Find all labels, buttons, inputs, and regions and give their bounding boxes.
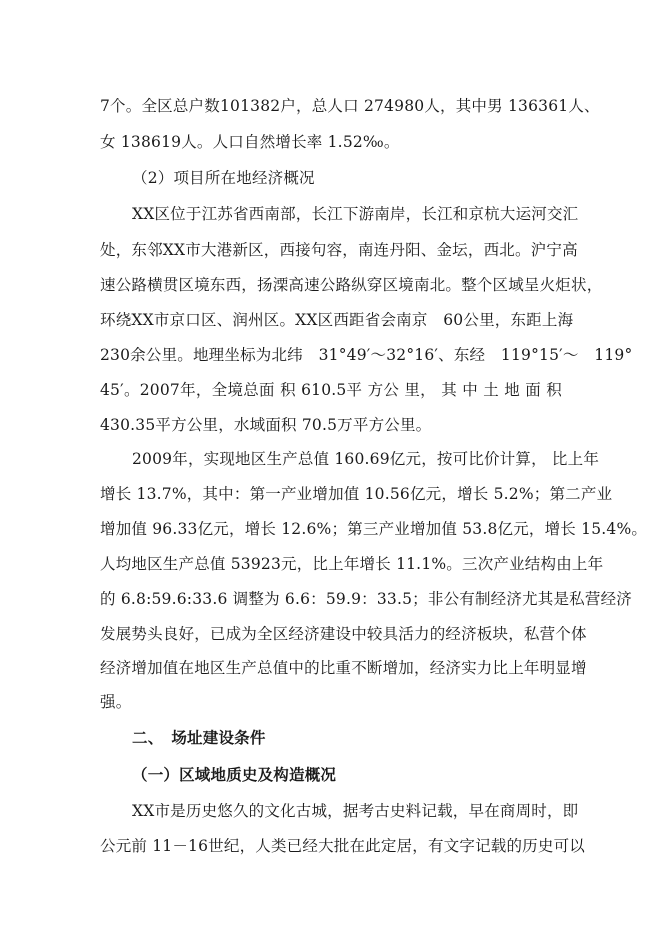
paragraph-line: 7个。全区总户数101382户，总人口 274980人，其中男 136361人、 [100, 97, 600, 115]
paragraph-line: 强。 [100, 693, 132, 711]
section-heading: 二、 场址建设条件 [132, 728, 266, 747]
paragraph-line: 的 6.8:59.6:33.6 调整为 6.6：59.9：33.5；非公有制经济尤其是私营经济 [100, 590, 632, 608]
paragraph-line: 2009年，实现地区生产总值 160.69亿元，按可比价计算， 比上年 [132, 450, 600, 468]
section-subheading: （2）项目所在地经济概况 [132, 169, 315, 187]
paragraph-line: 经济增加值在地区生产总值中的比重不断增加，经济实力比上年明显增 [100, 659, 587, 677]
paragraph-line: XX区位于江苏省西南部，长江下游南岸，长江和京杭大运河交汇 [132, 205, 579, 223]
paragraph-line: 230余公里。地理坐标为北纬 31°49′～32°16′、东经 119°15′～ 119° [100, 346, 633, 364]
paragraph-line: 环绕XX市京口区、润州区。XX区西距省会南京 60公里，东距上海 [100, 311, 574, 329]
paragraph-line: 增加值 96.33亿元，增长 12.6%；第三产业增加值 53.8亿元，增长 15.4%。 [100, 520, 648, 538]
paragraph-line: 女 138619人。人口自然增长率 1.52‰。 [100, 133, 400, 151]
paragraph-line: 430.35平方公里，水域面积 70.5万平方公里。 [100, 416, 432, 434]
paragraph-line: 速公路横贯区境东西，扬溧高速公路纵穿区境南北。整个区域呈火炬状， [100, 276, 603, 294]
paragraph-line: 增长 13.7%，其中：第一产业增加值 10.56亿元，增长 5.2%；第二产业 [100, 485, 613, 503]
paragraph-line: 人均地区生产总值 53923元，比上年增长 11.1%。三次产业结构由上年 [100, 555, 604, 573]
paragraph-line: XX市是历史悠久的文化古城，据考古史料记载，早在商周时，即 [132, 802, 579, 820]
paragraph-line: 处，东邻XX市大港新区，西接句容，南连丹阳、金坛，西北。沪宁高 [100, 241, 578, 259]
paragraph-line: 45′。2007年，全境总面 积 610.5平 方公 里， 其 中 土 地 面 积 [100, 381, 562, 399]
paragraph-line: 公元前 11－16世纪，人类已经大批在此定居，有文字记载的历史可以 [100, 837, 585, 855]
section-subheading: （一）区域地质史及构造概况 [132, 765, 337, 784]
paragraph-line: 发展势头良好，已成为全区经济建设中较具活力的经济板块，私营个体 [100, 625, 587, 643]
